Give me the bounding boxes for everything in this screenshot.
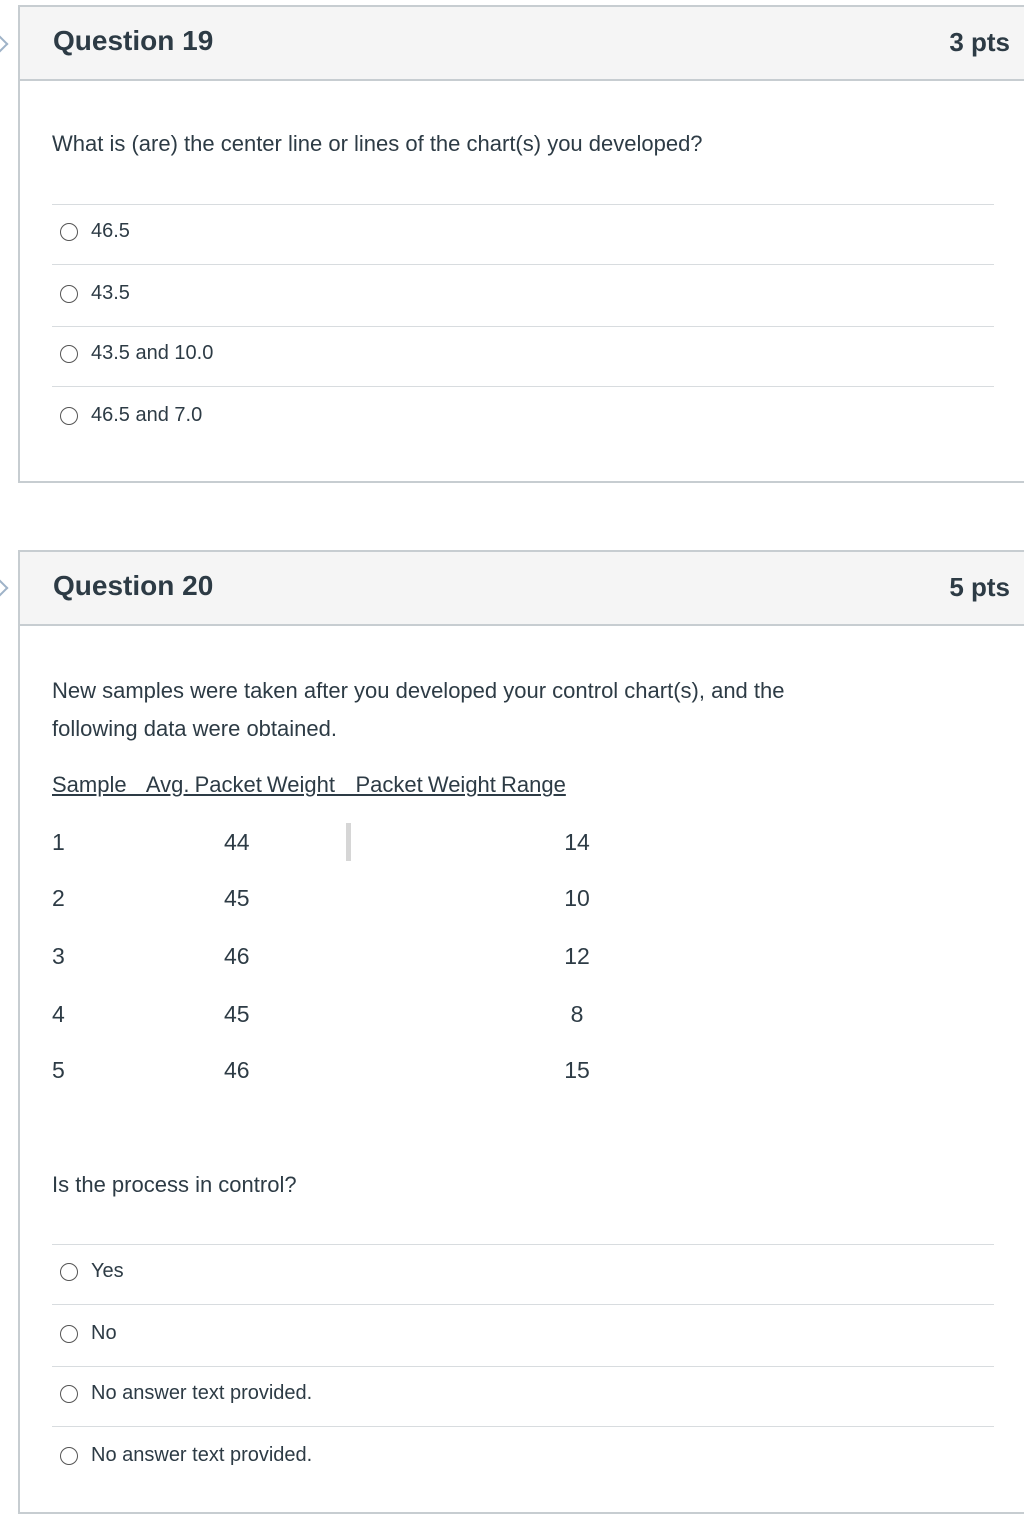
range-cell: 8 xyxy=(570,1001,584,1027)
answer-label: No answer text provided. xyxy=(91,1382,313,1404)
sample-cell: 5 xyxy=(52,1057,65,1083)
question-prompt: What is (are) the center line or lines of the chart(s) you developed? xyxy=(52,131,703,156)
avg-weight-cell: 46 xyxy=(224,1057,250,1083)
question-20-marker-icon xyxy=(0,580,8,597)
sample-cell: 1 xyxy=(52,829,65,855)
answer-label: 46.5 xyxy=(91,220,130,242)
avg-weight-cell: 45 xyxy=(224,1001,250,1027)
answer-label: 46.5 and 7.0 xyxy=(91,404,203,426)
question-prompt: Is the process in control? xyxy=(52,1172,297,1197)
answer-option[interactable] xyxy=(60,282,130,305)
question-19-marker-icon xyxy=(0,36,8,53)
radio-button[interactable] xyxy=(60,223,78,241)
question-header xyxy=(20,7,1024,81)
range-cell: 12 xyxy=(564,943,590,969)
radio-button[interactable] xyxy=(60,407,78,425)
answer-option[interactable] xyxy=(60,404,202,427)
answer-option[interactable] xyxy=(60,1444,312,1467)
answer-option[interactable] xyxy=(60,342,213,365)
question-header xyxy=(20,552,1024,626)
answer-option[interactable] xyxy=(60,1260,124,1283)
answer-label: No xyxy=(91,1322,117,1344)
range-cell: 15 xyxy=(564,1057,590,1083)
avg-weight-cell: 44 xyxy=(224,829,250,855)
intro-line-1: New samples were taken after you developed your control chart(s), and the xyxy=(52,678,785,703)
question-points: 5 pts xyxy=(949,572,1010,602)
intro-line-2: following data were obtained. xyxy=(52,716,337,741)
avg-weight-cell: 45 xyxy=(224,885,250,911)
range-cell: 10 xyxy=(564,885,590,911)
divider xyxy=(346,823,351,861)
question-points: 3 pts xyxy=(949,27,1010,57)
radio-button[interactable] xyxy=(60,1325,78,1343)
answer-label: No answer text provided. xyxy=(91,1444,313,1466)
question-title: Question 20 xyxy=(53,570,214,601)
question-title: Question 19 xyxy=(53,25,214,56)
answer-label: 43.5 and 10.0 xyxy=(91,342,214,364)
radio-button[interactable] xyxy=(60,1447,78,1465)
avg-weight-cell: 46 xyxy=(224,943,250,969)
answer-label: 43.5 xyxy=(91,282,130,304)
table-header: Sample Avg. Packet Weight Packet Weight Range xyxy=(52,772,566,797)
radio-button[interactable] xyxy=(60,285,78,303)
radio-button[interactable] xyxy=(60,345,78,363)
range-cell: 14 xyxy=(564,829,590,855)
radio-button[interactable] xyxy=(60,1385,78,1403)
radio-button[interactable] xyxy=(60,1263,78,1281)
sample-cell: 2 xyxy=(52,885,65,911)
sample-cell: 4 xyxy=(52,1001,65,1027)
answer-label: Yes xyxy=(91,1260,124,1282)
answer-option[interactable] xyxy=(60,220,130,243)
answer-option[interactable] xyxy=(60,1322,117,1345)
answer-option[interactable] xyxy=(60,1382,312,1405)
sample-cell: 3 xyxy=(52,943,65,969)
